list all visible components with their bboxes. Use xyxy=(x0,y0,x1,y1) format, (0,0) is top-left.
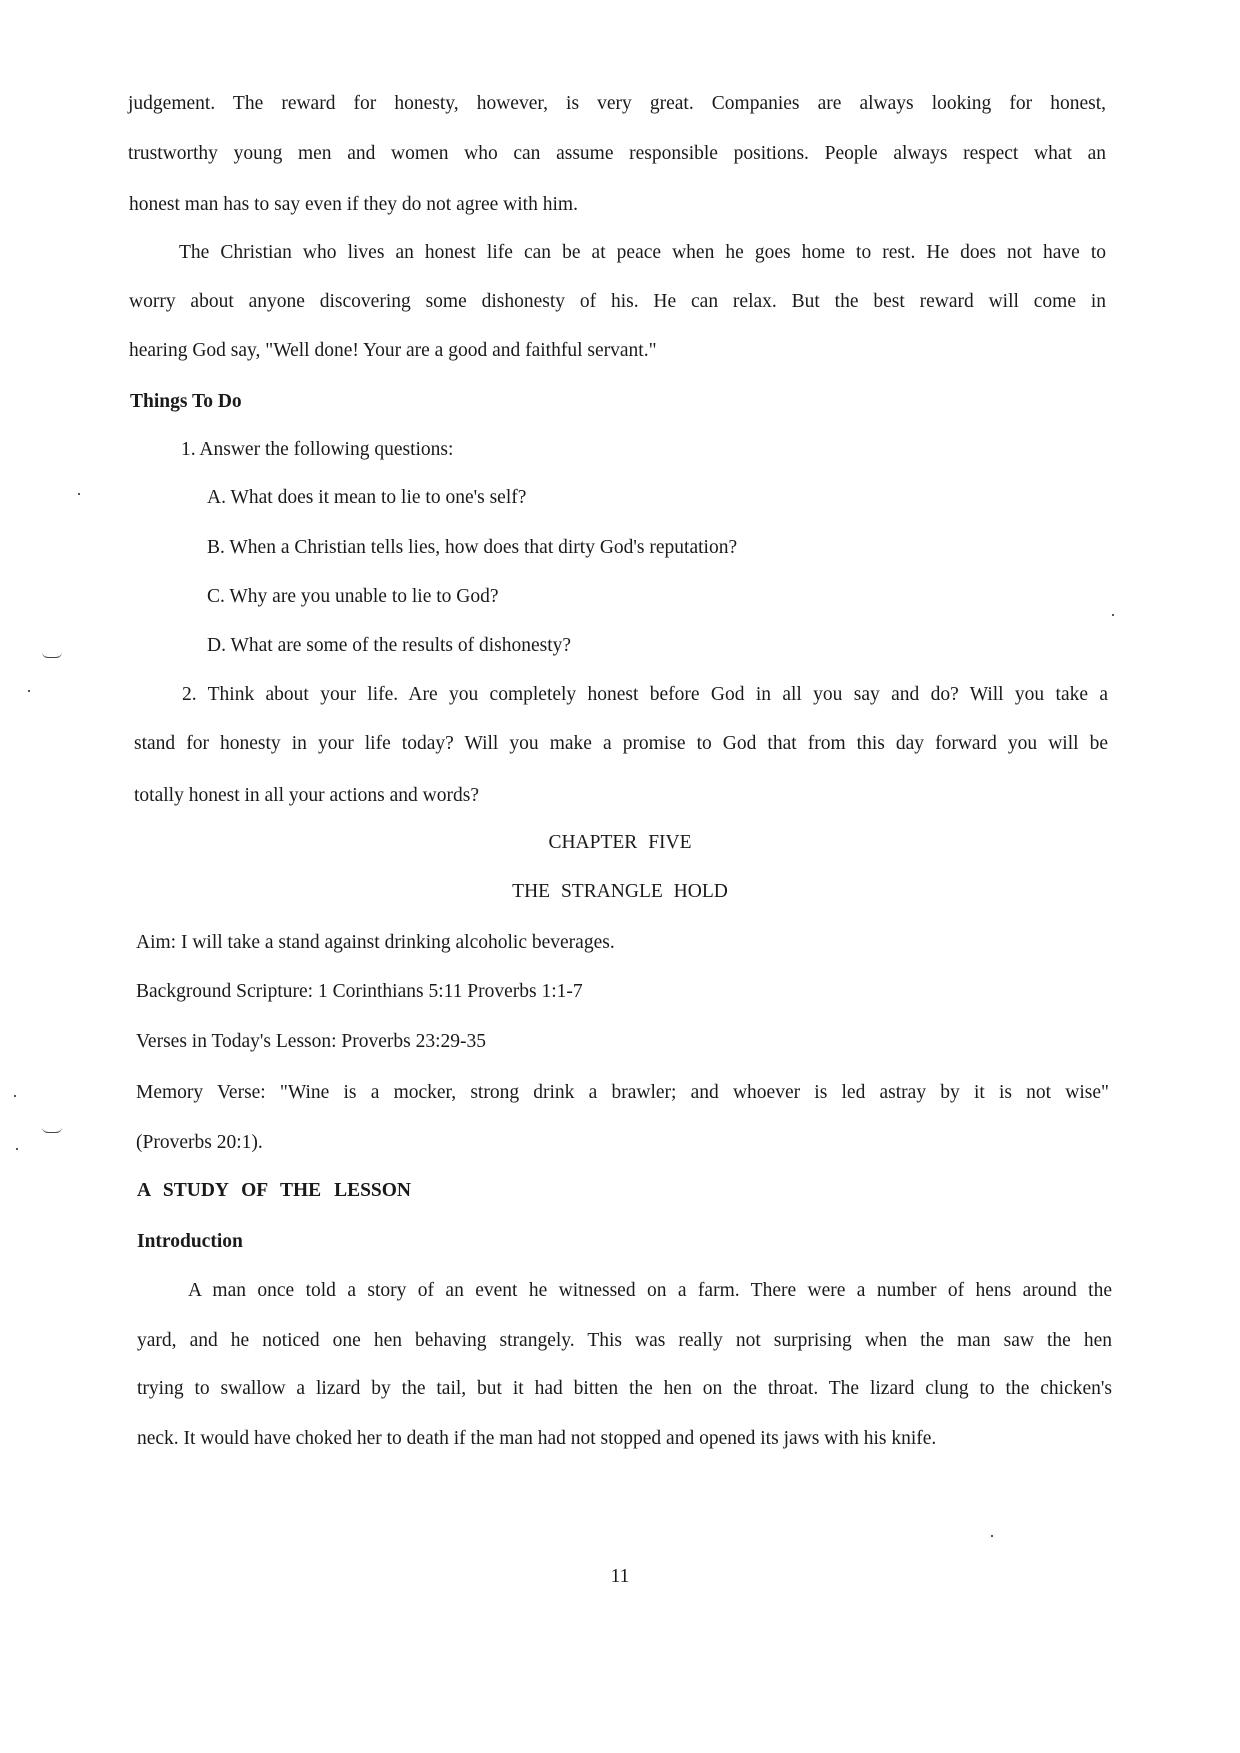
text-line: trustworthy young men and women who can assume responsible positions. People always respect what an xyxy=(128,143,1106,164)
text-line: yard, and he noticed one hen behaving strangely. This was really not surprising when the man saw the hen xyxy=(137,1330,1112,1351)
question: D. What are some of the results of dishonesty? xyxy=(207,635,572,656)
scan-mark xyxy=(42,1127,62,1133)
scan-speck xyxy=(78,493,80,495)
text-line: A man once told a story of an event he witnessed on a farm. There were a number of hens around the xyxy=(188,1280,1112,1301)
memory-verse: (Proverbs 20:1). xyxy=(136,1132,263,1153)
text-line: worry about anyone discovering some dishonesty of his. He can relax. But the best reward will come in xyxy=(129,291,1106,312)
scan-mark xyxy=(42,652,62,658)
aim: Aim: I will take a stand against drinking alcoholic beverages. xyxy=(136,932,615,953)
text-line: stand for honesty in your life today? Will you make a promise to God that from this day forward you will be xyxy=(134,733,1108,754)
text-line: hearing God say, "Well done! Your are a good and faithful servant." xyxy=(129,340,657,361)
text-line: totally honest in all your actions and words? xyxy=(134,785,479,806)
study-heading: A STUDY OF THE LESSON xyxy=(137,1180,412,1201)
question: A. What does it mean to lie to one's self? xyxy=(207,487,527,508)
text-line: 2. Think about your life. Are you completely honest before God in all you say and do? Will you take a xyxy=(182,684,1108,705)
text-line: judgement. The reward for honesty, however, is very great. Companies are always looking for honest, xyxy=(128,93,1106,114)
text-line: neck. It would have choked her to death if the man had not stopped and opened its jaws with his knife. xyxy=(137,1428,937,1449)
section-heading: Things To Do xyxy=(130,391,242,412)
chapter-number: CHAPTER FIVE xyxy=(548,832,692,853)
list-item: 1. Answer the following questions: xyxy=(181,439,454,460)
text-line: The Christian who lives an honest life can be at peace when he goes home to rest. He does not have to xyxy=(179,242,1106,263)
question: B. When a Christian tells lies, how does that dirty God's reputation? xyxy=(207,537,738,558)
scan-speck xyxy=(28,690,30,692)
text-line: honest man has to say even if they do not agree with him. xyxy=(129,194,578,215)
scan-speck xyxy=(1112,614,1114,616)
page-number: 11 xyxy=(610,1566,630,1587)
verses: Verses in Today's Lesson: Proverbs 23:29-35 xyxy=(136,1031,487,1052)
scan-speck xyxy=(14,1095,16,1097)
chapter-title: THE STRANGLE HOLD xyxy=(512,881,728,902)
scan-speck xyxy=(16,1148,18,1150)
text-line: trying to swallow a lizard by the tail, but it had bitten the hen on the throat. The lizard clung to the chicken's xyxy=(137,1378,1112,1399)
memory-verse: Memory Verse: "Wine is a mocker, strong drink a brawler; and whoever is led astray by it is not wise" xyxy=(136,1082,1109,1103)
background-scripture: Background Scripture: 1 Corinthians 5:11 Proverbs 1:1-7 xyxy=(136,981,583,1002)
question: C. Why are you unable to lie to God? xyxy=(207,586,499,607)
introduction-heading: Introduction xyxy=(137,1231,243,1252)
scan-speck xyxy=(991,1535,993,1537)
